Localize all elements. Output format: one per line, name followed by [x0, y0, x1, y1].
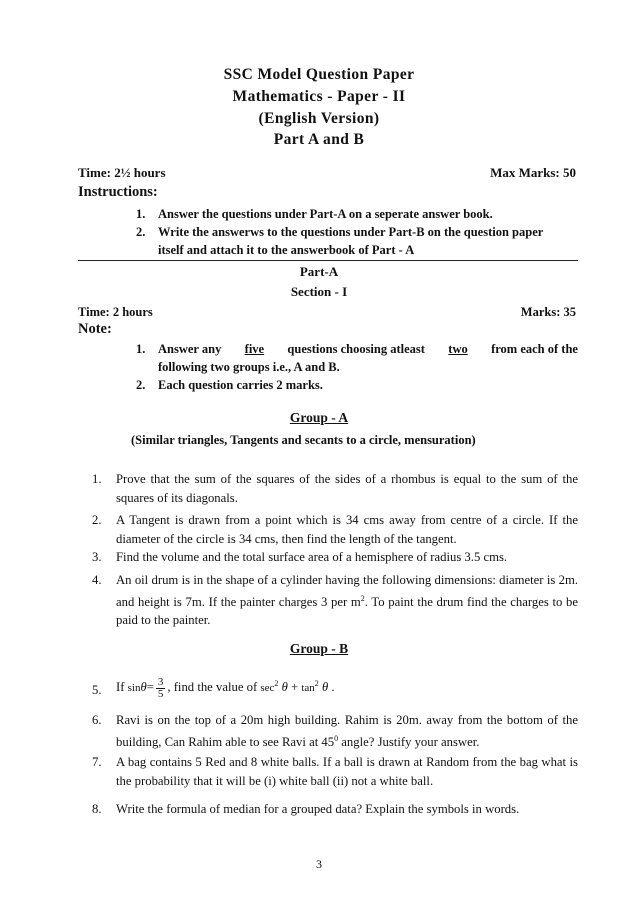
max-marks: Max Marks: 50: [490, 165, 576, 180]
group-a-subtitle: (Similar triangles, Tangents and secants to a circle, mensuration): [131, 433, 476, 447]
math-plus: +: [291, 680, 299, 695]
note-number: 2.: [136, 378, 146, 392]
instruction-text: Write the answerws to the questions under Part-B on the question paper: [158, 225, 544, 239]
note-text-continued: following two groups i.e., A and B.: [158, 360, 340, 374]
instruction-text-continued: itself and attach it to the answerbook of Part - A: [158, 243, 415, 257]
question-number: 2.: [92, 513, 102, 527]
note-label: Note:: [78, 321, 112, 337]
note-emphasis-five: five: [244, 342, 265, 356]
math-sec: sec: [260, 682, 275, 695]
question-8: [92, 800, 578, 819]
instructions-label: Instructions:: [78, 184, 158, 200]
question-text: Prove that the sum of the squares of the sides of a rhombus is equal to the sum of the squares of its diagonals.: [116, 472, 578, 505]
question-text-part: Ravi is on the top of a 20m high building. Rahim is 20m. away from the bottom of the building, Can Rahim able to see Ravi at 45: [116, 713, 578, 749]
question-text: [116, 671, 578, 701]
instruction-text: Answer the questions under Part-A on a seperate answer book.: [158, 207, 493, 221]
question-6: [92, 711, 578, 751]
group-b-title: Group - B: [289, 641, 349, 656]
total-time: Time: 2½ hours: [78, 165, 166, 180]
section-title: Section - I: [290, 284, 348, 299]
math-equals: =: [146, 680, 154, 695]
question-text: Write the formula of median for a grouped data? Explain the symbols in words.: [116, 802, 520, 816]
question-number: 5.: [92, 683, 102, 697]
question-text-part: , find the value of: [167, 680, 258, 695]
question-if: If: [116, 680, 125, 695]
part-a-time: Time: 2 hours: [78, 305, 153, 319]
divider-line: [78, 260, 578, 261]
note-text: [158, 341, 578, 359]
note-text: Each question carries 2 marks.: [158, 378, 323, 392]
superscript: 2: [360, 593, 365, 603]
math-theta: θ: [281, 680, 288, 695]
note-text-part: questions choosing atleast: [287, 342, 425, 356]
question-1: [92, 470, 578, 507]
question-4: [92, 571, 578, 630]
question-text: [116, 571, 578, 630]
question-number: 6.: [92, 713, 102, 727]
question-5: [92, 671, 578, 701]
math-square: 2: [314, 679, 319, 688]
instruction-number: 1.: [136, 207, 146, 221]
question-number: 4.: [92, 573, 102, 587]
page-number: 3: [316, 857, 322, 871]
superscript: 0: [334, 733, 339, 743]
math-period: .: [331, 680, 335, 695]
question-text: Find the volume and the total surface area of a hemisphere of radius 3.5 cms.: [116, 550, 508, 564]
question-text: A bag contains 5 Red and 8 white balls. If a ball is drawn at Random from the bag what is the probability that it will be (i) white ball (ii) not a white ball.: [116, 755, 578, 788]
question-7: [92, 753, 578, 790]
question-number: 3.: [92, 550, 102, 564]
question-number: 1.: [92, 472, 102, 486]
fraction-denominator: 5: [157, 687, 164, 700]
paper-version: (English Version): [258, 110, 380, 127]
fraction-numerator: 3: [157, 675, 164, 688]
instruction-number: 2.: [136, 225, 146, 239]
note-number: 1.: [136, 342, 146, 356]
question-text-part: An oil drum is in the shape of a cylinder having the following dimensions: diameter is 2m. and height is 7m. If the painter charges 3 per m: [116, 573, 578, 609]
group-a-title: Group - A: [289, 410, 349, 425]
math-tan: tan: [301, 682, 315, 695]
question-2: [92, 511, 578, 548]
paper-title: SSC Model Question Paper: [223, 66, 415, 83]
note-text-part: from each of the: [491, 342, 578, 356]
part-a-marks: Marks: 35: [520, 305, 576, 319]
math-sin: sin: [127, 682, 141, 695]
math-square: 2: [274, 679, 279, 688]
question-number: 8.: [92, 802, 102, 816]
paper-subject: Mathematics - Paper - II: [232, 88, 406, 105]
question-text: [116, 711, 578, 751]
question-text: A Tangent is drawn from a point which is 34 cms away from centre of a circle. If the diameter of the circle is 34 cms, then find the length of the tangent.: [116, 513, 578, 546]
note-emphasis-two: two: [448, 342, 468, 356]
part-a-title: Part-A: [299, 264, 339, 279]
question-text-part: angle? Justify your answer.: [338, 734, 480, 749]
fraction: [156, 677, 166, 700]
question-text-part: . To paint the drum find the charges to be paid to the painter.: [116, 594, 578, 628]
question-number: 7.: [92, 755, 102, 769]
question-3: [92, 548, 578, 567]
paper-parts: Part A and B: [273, 131, 365, 148]
math-theta: θ: [140, 680, 147, 695]
note-text-part: Answer any: [158, 342, 222, 356]
math-theta: θ: [321, 680, 329, 695]
